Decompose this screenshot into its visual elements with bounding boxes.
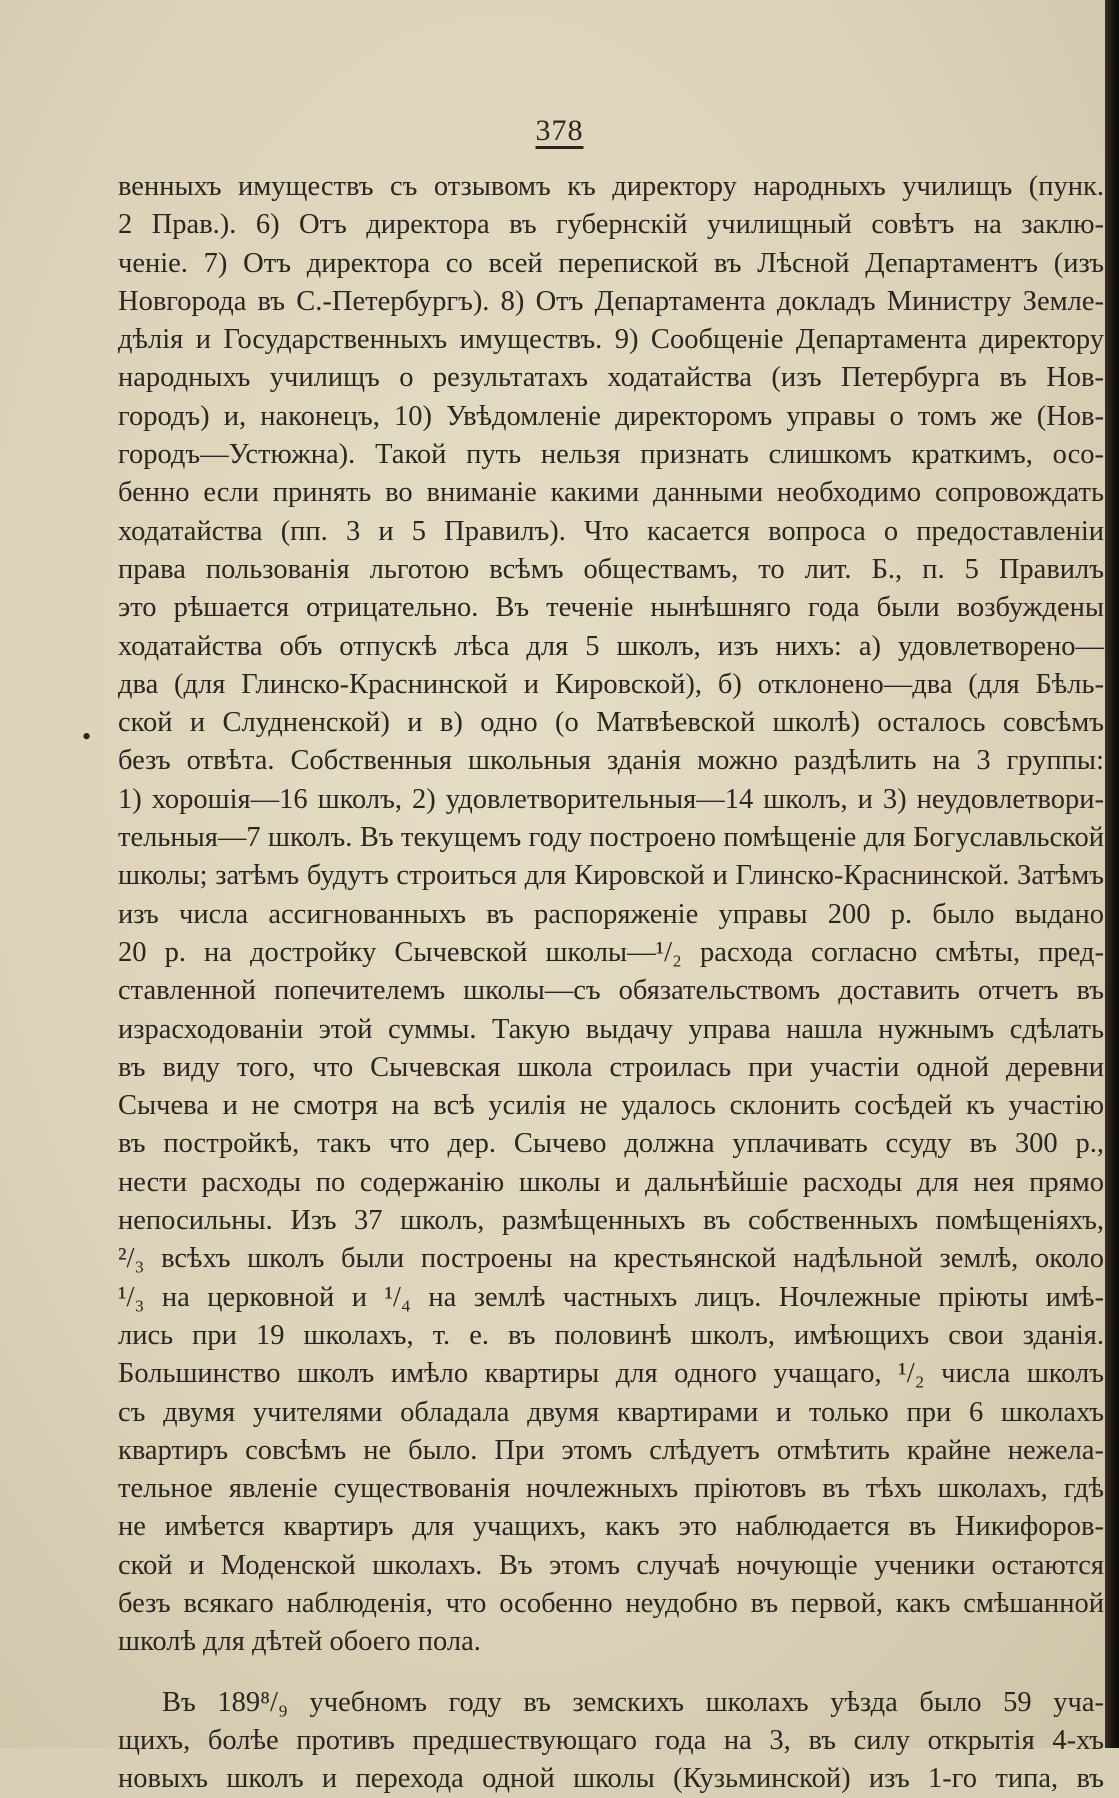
text-line: изъ числа ассигнованныхъ въ распоряженіе управы 200 р. было выдано bbox=[118, 898, 1104, 930]
text-line: народныхъ училищъ о результатахъ ходатайства (изъ Петербурга въ Нов- bbox=[118, 362, 1104, 394]
text-line: безъ отвѣта. Собственныя школьныя зданія можно раздѣлить на 3 группы: bbox=[118, 745, 1104, 777]
text-line: безъ всякаго наблюденія, что особенно неудобно въ первой, какъ смѣшанной bbox=[118, 1587, 1104, 1619]
text-line: права пользованія льготою всѣмъ обществамъ, то лит. Б., п. 5 Правилъ bbox=[118, 553, 1104, 585]
text-line: ¹/₃ на церковной и ¹/₄ на землѣ частныхъ лицъ. Ночлежные пріюты имѣ- bbox=[118, 1281, 1104, 1313]
text-line: въ виду того, что Сычевская школа строилась при участіи одной деревни bbox=[118, 1051, 1104, 1083]
text-line: 2 Прав.). 6) Отъ директора въ губернскій училищный совѣтъ на заклю- bbox=[118, 209, 1104, 241]
text-line: бенно если принять во вниманіе какими данными необходимо сопровождать bbox=[118, 477, 1104, 509]
margin-mark: • bbox=[82, 722, 92, 751]
text-line: ходатайства объ отпускѣ лѣса для 5 школъ, изъ нихъ: а) удовлетворено— bbox=[118, 630, 1104, 662]
text-line: ской и Моденской школахъ. Въ этомъ случаѣ ночующіе ученики остаются bbox=[118, 1549, 1104, 1581]
text-line: ²/₃ всѣхъ школъ были построены на крестьянской надѣльной землѣ, около bbox=[118, 1243, 1104, 1275]
text-line: Въ 189⁸/₉ учебномъ году въ земскихъ школахъ уѣзда было 59 уча- bbox=[162, 1686, 1104, 1718]
text-line: нести расходы по содержанію школы и дальнѣйшіе расходы для нея прямо bbox=[118, 1166, 1104, 1198]
text-line: тельное явленіе существованія ночлежныхъ пріютовъ въ тѣхъ школахъ, гдѣ bbox=[118, 1473, 1104, 1505]
text-line: ской и Слудненской) и в) одно (о Матвѣевской школѣ) осталось совсѣмъ bbox=[118, 707, 1104, 739]
text-line: Сычева и не смотря на всѣ усилія не удалось склонить сосѣдей къ участію bbox=[118, 1090, 1104, 1122]
text-line: въ постройкѣ, такъ что дер. Сычево должна уплачивать ссуду въ 300 р., bbox=[118, 1128, 1104, 1160]
text-line: тельныя—7 школъ. Въ текущемъ году построено помѣщеніе для Богуславльской bbox=[118, 822, 1104, 854]
text-line: израсходованіи этой суммы. Такую выдачу управа нашла нужнымъ сдѣлать bbox=[118, 1013, 1104, 1045]
text-line: ходатайства (пп. 3 и 5 Правилъ). Что касается вопроса о предоставленіи bbox=[118, 515, 1104, 547]
text-line: не имѣется квартиръ для учащихъ, какъ это наблюдается въ Никифоров- bbox=[118, 1511, 1104, 1543]
text-line: это рѣшается отрицательно. Въ теченіе нынѣшняго года были возбуждены bbox=[118, 592, 1104, 624]
paragraph-1 bbox=[118, 168, 1104, 1662]
page-body bbox=[118, 168, 1104, 1798]
page-edge-shadow bbox=[1105, 0, 1119, 1748]
text-line: школѣ для дѣтей обоего пола. bbox=[118, 1626, 481, 1658]
text-line: ченіе. 7) Отъ директора со всей перепиской въ Лѣсной Департаментъ (изъ bbox=[118, 247, 1104, 279]
page-number: 378 bbox=[535, 114, 584, 147]
paragraph-2 bbox=[118, 1684, 1104, 1798]
text-line: щихъ, болѣе противъ предшествующаго года на 3, въ силу открытія 4-хъ bbox=[118, 1724, 1104, 1756]
text-line: Новгорода въ С.-Петербургъ). 8) Отъ Департамента докладъ Министру Земле- bbox=[118, 285, 1104, 317]
text-line: лись при 19 школахъ, т. е. въ половинѣ школъ, имѣющихъ свои зданія. bbox=[118, 1319, 1104, 1351]
text-line: городъ—Устюжна). Такой путь нельзя признать слишкомъ краткимъ, осо- bbox=[118, 439, 1104, 471]
text-line: дѣлія и Государственныхъ имуществъ. 9) Сообщеніе Департамента директору bbox=[118, 324, 1104, 356]
text-line: 20 р. на достройку Сычевской школы—¹/₂ расхода согласно смѣты, пред- bbox=[118, 936, 1104, 968]
paragraph-gap bbox=[118, 1662, 1104, 1684]
text-line: венныхъ имуществъ съ отзывомъ къ директору народныхъ училищъ (пунк. bbox=[118, 171, 1104, 202]
text-line: 1) хорошія—16 школъ, 2) удовлетворительныя—14 школъ, и 3) неудовлетвори- bbox=[118, 783, 1104, 815]
text-line: ставленной попечителемъ школы—съ обязательствомъ доставить отчетъ въ bbox=[118, 975, 1104, 1007]
text-line: квартиръ совсѣмъ не было. При этомъ слѣдуетъ отмѣтить крайне нежела- bbox=[118, 1434, 1104, 1466]
text-line: Большинство школъ имѣло квартиры для одного учащаго, ¹/₂ числа школъ bbox=[118, 1358, 1104, 1390]
text-line: съ двумя учителями обладала двумя квартирами и только при 6 школахъ bbox=[118, 1396, 1104, 1428]
text-line: непосильны. Изъ 37 школъ, размѣщенныхъ въ собственныхъ помѣщеніяхъ, bbox=[118, 1205, 1104, 1237]
text-line: два (для Глинско-Краснинской и Кировской), б) отклонено—два (для Бѣль- bbox=[118, 668, 1104, 700]
text-line: новыхъ школъ и перехода одной школы (Кузьминской) изъ 1-го типа, въ bbox=[118, 1763, 1104, 1795]
text-line: школы; затѣмъ будутъ строиться для Кировской и Глинско-Краснинской. Затѣмъ bbox=[118, 860, 1104, 892]
text-line: городъ) и, наконецъ, 10) Увѣдомленіе директоромъ управы о томъ же (Нов- bbox=[118, 400, 1104, 432]
